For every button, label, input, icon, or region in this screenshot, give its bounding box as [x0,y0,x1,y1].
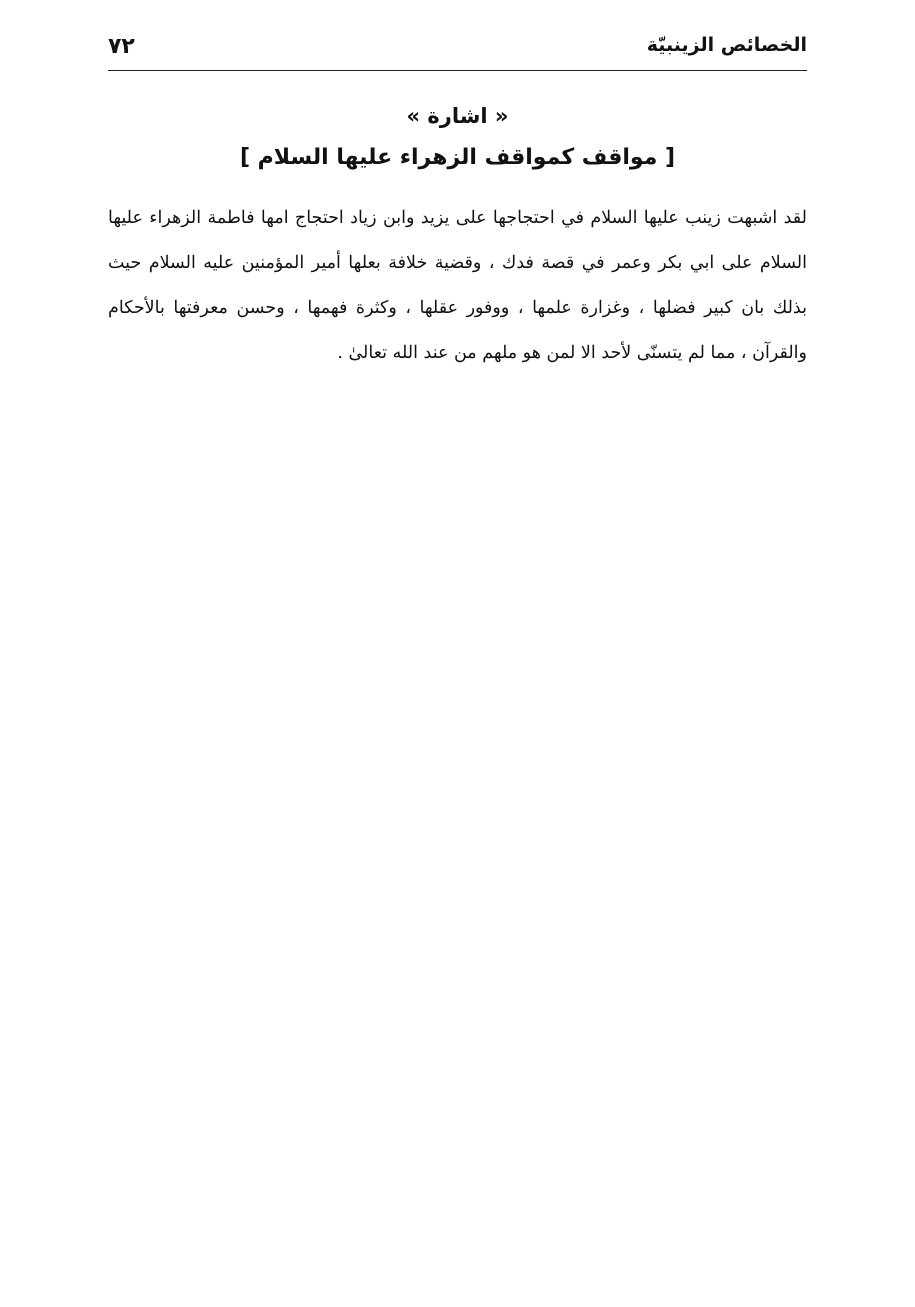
section-subheading: [ مواقف كمواقف الزهراء عليها السلام ] [239,145,676,170]
page-header [108,28,807,71]
page-number: ٧٢ [108,34,135,59]
running-title: الخصائص الزينبيّة [646,34,807,56]
body-paragraph: لقد اشبهت زينب عليها السلام في احتجاجها على يزيد وابن زياد احتجاج امها فاطمة الزهراء عليها السلام على ابي بكر وعمر في قصة فدك ، وقضية خلافة بعلها أمير المؤمنين عليه السلام حيث بذلك بان كبير فضلها ، وغزارة علمها ، ووفور عقلها ، وكثرة فهمها ، وحسن معرفتها بالأحكام والقرآن ، مما لم يتسنّى لأحد الا لمن هو ملهم من عند الله تعالىٰ . [108,208,807,363]
section-heading: « اشارة » [406,104,509,128]
